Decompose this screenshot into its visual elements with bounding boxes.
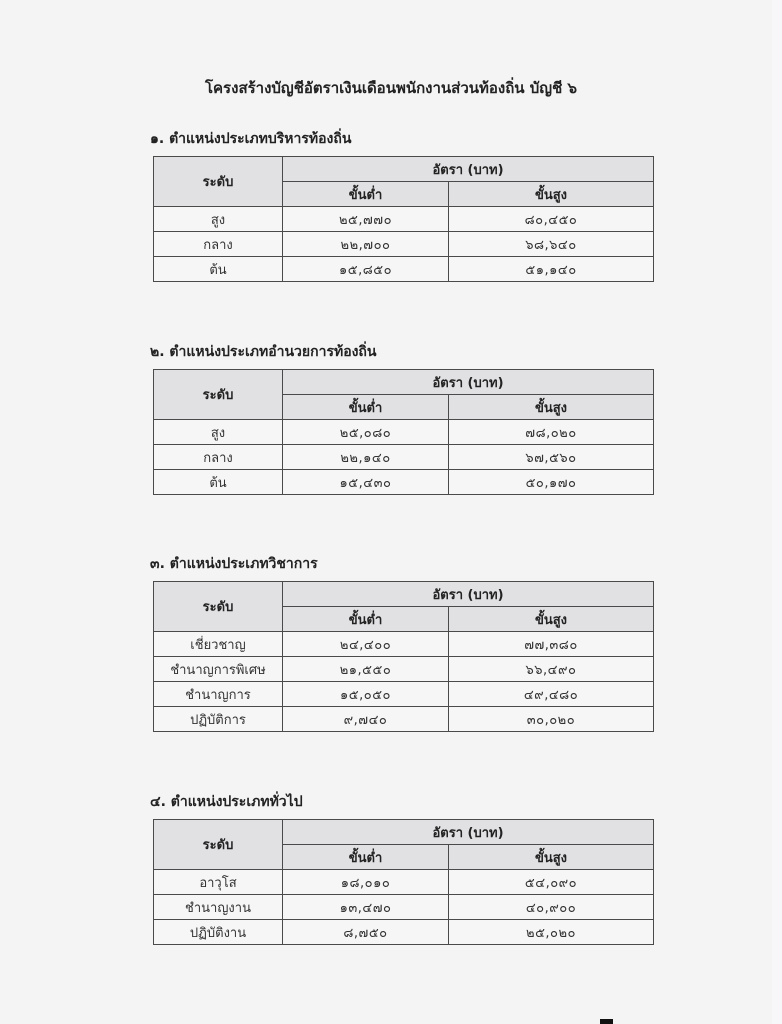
- salary-table-academic: [153, 581, 654, 732]
- table-row: [154, 920, 654, 945]
- max-rate-cell: ๘๐,๔๕๐: [449, 207, 654, 232]
- header-rate: อัตรา (บาท): [283, 157, 654, 182]
- max-rate-cell: ๕๔,๐๙๐: [449, 870, 654, 895]
- table-row: [154, 895, 654, 920]
- header-rate: อัตรา (บาท): [283, 582, 654, 607]
- header-level: ระดับ: [154, 370, 283, 420]
- section-title-director: ๒. ตำแหน่งประเภทอำนวยการท้องถิ่น: [150, 344, 377, 360]
- min-rate-cell: ๘,๗๕๐: [283, 920, 449, 945]
- header-level: ระดับ: [154, 820, 283, 870]
- max-rate-cell: ๒๕,๐๒๐: [449, 920, 654, 945]
- header-max: ขั้นสูง: [449, 395, 654, 420]
- salary-table-general: [153, 819, 654, 945]
- table-row: [154, 232, 654, 257]
- table-row: [154, 470, 654, 495]
- min-rate-cell: ๑๘,๐๑๐: [283, 870, 449, 895]
- level-cell: ปฏิบัติงาน: [154, 920, 283, 945]
- level-cell: เชี่ยวชาญ: [154, 632, 283, 657]
- table-row: [154, 445, 654, 470]
- min-rate-cell: ๒๕,๐๘๐: [283, 420, 449, 445]
- min-rate-cell: ๑๕,๘๕๐: [283, 257, 449, 282]
- min-rate-cell: ๒๕,๗๗๐: [283, 207, 449, 232]
- level-cell: สูง: [154, 207, 283, 232]
- header-rate: อัตรา (บาท): [283, 370, 654, 395]
- level-cell: ต้น: [154, 470, 283, 495]
- level-cell: ต้น: [154, 257, 283, 282]
- table-row: [154, 420, 654, 445]
- table-row: [154, 707, 654, 732]
- max-rate-cell: ๗๗,๓๘๐: [449, 632, 654, 657]
- max-rate-cell: ๖๘,๖๔๐: [449, 232, 654, 257]
- max-rate-cell: ๗๘,๐๒๐: [449, 420, 654, 445]
- header-level: ระดับ: [154, 157, 283, 207]
- min-rate-cell: ๙,๗๔๐: [283, 707, 449, 732]
- max-rate-cell: ๓๐,๐๒๐: [449, 707, 654, 732]
- min-rate-cell: ๒๔,๔๐๐: [283, 632, 449, 657]
- max-rate-cell: ๔๐,๙๐๐: [449, 895, 654, 920]
- min-rate-cell: ๑๓,๔๗๐: [283, 895, 449, 920]
- header-max: ขั้นสูง: [449, 607, 654, 632]
- header-min: ขั้นต่ำ: [283, 607, 449, 632]
- level-cell: สูง: [154, 420, 283, 445]
- min-rate-cell: ๒๒,๑๔๐: [283, 445, 449, 470]
- table-row: [154, 632, 654, 657]
- table-row: [154, 682, 654, 707]
- max-rate-cell: ๖๖,๔๙๐: [449, 657, 654, 682]
- level-cell: กลาง: [154, 232, 283, 257]
- salary-table-executive: [153, 156, 654, 282]
- table-row: [154, 657, 654, 682]
- section-title-executive: ๑. ตำแหน่งประเภทบริหารท้องถิ่น: [150, 131, 352, 147]
- header-min: ขั้นต่ำ: [283, 395, 449, 420]
- page-corner-mark: [600, 1019, 613, 1024]
- level-cell: กลาง: [154, 445, 283, 470]
- level-cell: อาวุโส: [154, 870, 283, 895]
- table-row: [154, 257, 654, 282]
- header-min: ขั้นต่ำ: [283, 845, 449, 870]
- max-rate-cell: ๔๙,๔๘๐: [449, 682, 654, 707]
- level-cell: ชำนาญงาน: [154, 895, 283, 920]
- level-cell: ชำนาญการพิเศษ: [154, 657, 283, 682]
- max-rate-cell: ๕๑,๑๔๐: [449, 257, 654, 282]
- page-edge: [772, 0, 782, 1024]
- min-rate-cell: ๒๒,๗๐๐: [283, 232, 449, 257]
- header-max: ขั้นสูง: [449, 845, 654, 870]
- level-cell: ชำนาญการ: [154, 682, 283, 707]
- header-level: ระดับ: [154, 582, 283, 632]
- table-row: [154, 870, 654, 895]
- min-rate-cell: ๒๑,๕๕๐: [283, 657, 449, 682]
- max-rate-cell: ๕๐,๑๗๐: [449, 470, 654, 495]
- max-rate-cell: ๖๗,๕๖๐: [449, 445, 654, 470]
- min-rate-cell: ๑๕,๔๓๐: [283, 470, 449, 495]
- section-title-academic: ๓. ตำแหน่งประเภทวิชาการ: [150, 556, 318, 572]
- header-rate: อัตรา (บาท): [283, 820, 654, 845]
- min-rate-cell: ๑๕,๐๕๐: [283, 682, 449, 707]
- header-min: ขั้นต่ำ: [283, 182, 449, 207]
- table-row: [154, 207, 654, 232]
- level-cell: ปฏิบัติการ: [154, 707, 283, 732]
- salary-table-director: [153, 369, 654, 495]
- document-title: โครงสร้างบัญชีอัตราเงินเดือนพนักงานส่วนท้องถิ่น บัญชี ๖: [204, 79, 578, 97]
- header-max: ขั้นสูง: [449, 182, 654, 207]
- section-title-general: ๔. ตำแหน่งประเภททั่วไป: [150, 794, 303, 810]
